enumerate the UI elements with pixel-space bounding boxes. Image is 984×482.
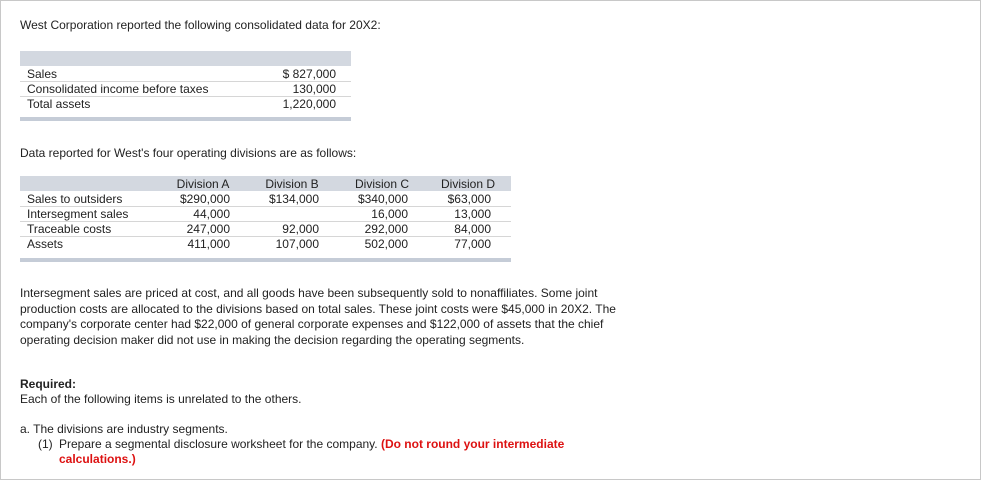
division-cell: $340,000 (357, 192, 408, 206)
division-cell: 92,000 (282, 222, 319, 236)
division-cell: 16,000 (371, 207, 408, 221)
item-a-text: a. The divisions are industry segments. (20, 422, 228, 436)
division-header-a: Division A (176, 177, 230, 191)
item-a-emphasis-line2: calculations.) (59, 452, 136, 466)
division-header-c: Division C (354, 177, 409, 191)
consolidated-label-assets: Total assets (27, 97, 91, 111)
division-cell: 44,000 (193, 207, 230, 221)
consolidated-value-income: 130,000 (292, 82, 336, 96)
consolidated-label-sales: Sales (27, 67, 58, 81)
consolidated-bottom-bar (20, 117, 351, 121)
division-row-label: Intersegment sales (27, 207, 129, 221)
division-header-b: Division B (265, 177, 319, 191)
division-cell: 13,000 (454, 207, 491, 221)
consolidated-value-assets: 1,220,000 (282, 97, 336, 111)
division-cell: 107,000 (275, 237, 319, 251)
division-cell: 502,000 (364, 237, 408, 251)
division-bottom-bar (20, 258, 511, 262)
division-cell: $134,000 (268, 192, 319, 206)
division-cell: $63,000 (447, 192, 491, 206)
item-a-sub-text: Prepare a segmental disclosure worksheet for the company. (59, 437, 378, 451)
division-cell: 411,000 (187, 237, 230, 251)
required-label: Required: (20, 377, 77, 391)
intro-text: West Corporation reported the following consolidated data for 20X2: (20, 18, 381, 32)
division-cell: 292,000 (364, 222, 408, 236)
consolidated-label-income: Consolidated income before taxes (27, 82, 209, 96)
division-row-label: Sales to outsiders (27, 192, 123, 206)
division-cell: 77,000 (454, 237, 491, 251)
division-cell: $290,000 (179, 192, 230, 206)
division-row-label: Traceable costs (27, 222, 112, 236)
required-text: Each of the following items is unrelated to the others. (20, 392, 302, 406)
division-cell: 247,000 (186, 222, 230, 236)
division-cell: 84,000 (454, 222, 491, 236)
item-a-sub-number: (1) (38, 437, 53, 451)
consolidated-header-band (20, 51, 351, 66)
item-a-emphasis-line1: (Do not round your intermediate (380, 437, 565, 451)
division-intro-text: Data reported for West's four operating divisions are as follows: (20, 146, 357, 160)
description-paragraph: Intersegment sales are priced at cost, and all goods have been subsequently sold to nonaffiliates. Some joint production costs are allocated to the divisions based on total sales. These joint costs were $45,000 in 20X2. The company's corporate center had $22,000 of general corporate expenses and $122,000 of assets that the chief operating decision maker did not use in making the decision regarding the operating segments. (20, 286, 616, 347)
consolidated-value-sales: $ 827,000 (282, 67, 336, 81)
item-a-sub-line (59, 437, 564, 451)
division-row-label: Assets (27, 237, 64, 251)
division-header-d: Division D (440, 177, 495, 191)
